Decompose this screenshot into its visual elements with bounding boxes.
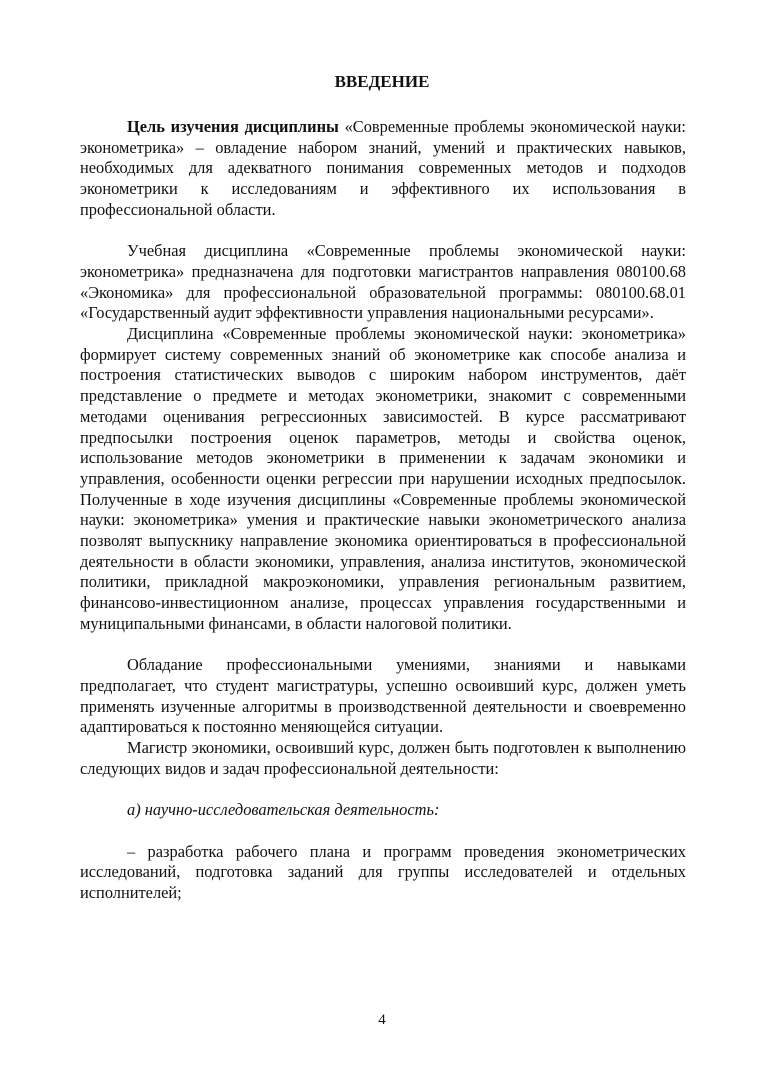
paragraph-description: Дисциплина «Современные проблемы экономической науки: эконометрика» формирует систему современных знаний об эконометрике как способе анализа и построения статистических выводов с широким набором инструментов, даёт представление о предмете и методах эконометрики, знакомит с современными методами оценивания регрессионных зависимостей. В курсе рассматривают предпосылки построения оценок параметров, методы и свойства оценок, использование методов эконометрики в применении к задачам экономики и управления, особенности оценки регрессии при нарушении исходных предпосылок. Полученные в ходе изучения дисциплины «Современные проблемы экономической науки: эконометрика» умения и практические навыки эконометрического анализа позволят выпускнику направление экономика ориентироваться в профессиональной деятельности в области экономики, управления, анализа институтов, экономической политики, прикладной макроэкономики, управления региональным развитием, финансово-инвестиционном анализе, процессах управления государственными и муниципальными финансами, в области налоговой политики. bbox=[80, 324, 686, 633]
list-item-work-plan: – разработка рабочего плана и программ проведения эконометрических исследований, подготовка заданий для группы исследователей и отдельных исполнителей; bbox=[80, 841, 686, 902]
paragraph-skills: Обладание профессиональными умениями, знаниями и навыками предполагает, что студент магистратуры, успешно освоивший курс, должен уметь применять изученные алгоритмы в производственной деятельности и своевременно адаптироваться к постоянно меняющейся ситуации. bbox=[80, 655, 686, 737]
paragraph-goal bbox=[80, 117, 686, 221]
paragraph-goal-lead: Цель изучения дисциплины bbox=[127, 117, 339, 136]
paragraph-purpose: Учебная дисциплина «Современные проблемы экономической науки: эконометрика» предназначена для подготовки магистрантов направления 080100.68 «Экономика» для профессиональной образовательной программы: 080100.68.01 «Государственный аудит эффективности управления национальными ресурсами». bbox=[80, 241, 686, 323]
paragraph-goal-text: «Современные проблемы экономической науки: эконометрика» – овладение набором знаний, умений и практических навыков, необходимых для адекватного понимания современных методов и подходов эконометрики к исследованиям и эффективного их использования в профессиональной области. bbox=[80, 117, 686, 219]
page-title: ВВЕДЕНИЕ bbox=[334, 72, 430, 91]
paragraph-master-tasks: Магистр экономики, освоивший курс, должен быть подготовлен к выполнению следующих видов и задач профессиональной деятельности: bbox=[80, 738, 686, 778]
document-body bbox=[80, 117, 686, 904]
list-heading-research: а) научно-исследовательская деятельность: bbox=[127, 800, 440, 820]
page-number: 4 bbox=[378, 1012, 386, 1028]
